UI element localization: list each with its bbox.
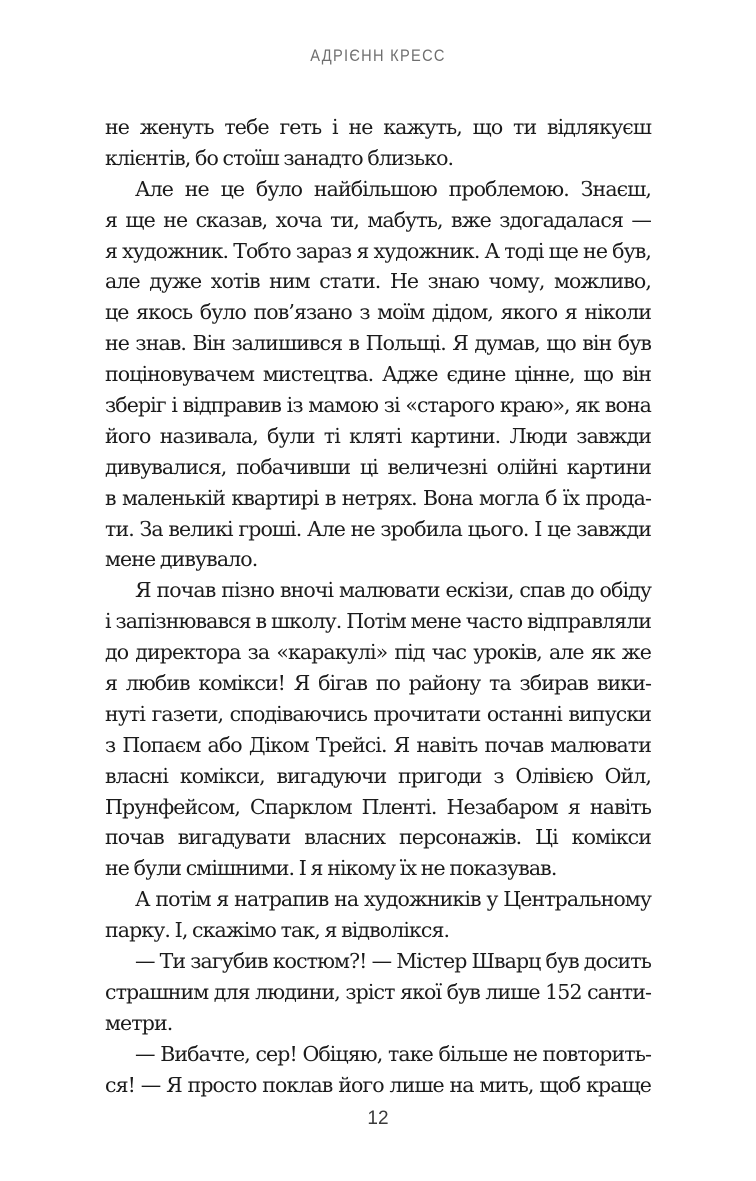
text-line: страшним для людини, зріст якої був лише 152 санти-: [105, 979, 651, 1004]
text-line: не знав. Він залишився в Польщі. Я думав, що він був: [105, 331, 651, 356]
text-line: його називала, були ті кляті картини. Люди завжди: [105, 423, 651, 448]
text-line: — Ти загубив костюм?! — Містер Шварц був досить: [135, 949, 651, 974]
text-line: Прунфейсом, Спарклом Пленті. Незабаром я навіть: [105, 794, 651, 819]
text-line: мене дивувало.: [105, 547, 258, 572]
text-line: я художник. Тобто зараз я художник. А тоді ще не був,: [105, 238, 651, 263]
text-line: нуті газети, сподіваючись прочитати останні випуски: [105, 701, 651, 726]
text-line: але дуже хотів ним стати. Не знаю чому, можливо,: [105, 269, 651, 294]
page-number: 12: [367, 1108, 389, 1129]
text-line: Я почав пізно вночі малювати ескізи, спав до обіду: [135, 578, 651, 603]
text-line: парку. І, скажімо так, я відволікся.: [105, 918, 450, 943]
text-line: зберіг і відправив із мамою зі «старого краю», як вона: [105, 393, 651, 418]
text-line: клієнтів, бо стоїш занадто близько.: [105, 145, 454, 170]
text-line: не женуть тебе геть і не кажуть, що ти відлякуєш: [105, 115, 651, 139]
text-line: власні комікси, вигадуючи пригоди з Олівією Ойл,: [105, 763, 651, 788]
body-text: [105, 112, 651, 1101]
text-line: метри.: [105, 1010, 173, 1035]
text-line: до директора за «каракулі» під час уроків, але як же: [105, 640, 651, 665]
text-line: я любив комікси! Я бігав по району та збирав вики-: [105, 671, 651, 696]
text-line: ти. За великі гроші. Але не зробила цього. І це завжди: [105, 516, 651, 541]
text-line: почав вигадувати власних персонажів. Ці комікси: [105, 825, 651, 850]
text-line: дивувалися, побачивши ці величезні олійні картини: [105, 454, 651, 479]
text-line: не були смішними. І я нікому їх не показував.: [105, 856, 557, 881]
running-head: АДРІЄНН КРЕСС: [310, 46, 446, 65]
text-line: А потім я натрапив на художників у Центральному: [135, 887, 651, 912]
text-line: в маленькій квартирі в нетрях. Вона могла б їх прода-: [105, 485, 651, 510]
text-line: — Вибачте, сер! Обіцяю, таке більше не повторить-: [135, 1041, 651, 1066]
text-line: я ще не сказав, хоча ти, мабуть, вже здогадалася —: [105, 207, 651, 232]
text-line: Але не це було найбільшою проблемою. Знаєш,: [135, 176, 651, 201]
text-line: з Попаєм або Діком Трейсі. Я навіть почав малювати: [105, 732, 651, 757]
text-line: це якось було пов’язано з моїм дідом, якого я ніколи: [105, 300, 651, 325]
text-line: ся! — Я просто поклав його лише на мить, щоб краще: [105, 1072, 651, 1097]
text-line: поціновувачем мистецтва. Адже єдине цінне, що він: [105, 362, 651, 387]
text-line: і запізнювався в школу. Потім мене часто відправляли: [105, 609, 651, 634]
